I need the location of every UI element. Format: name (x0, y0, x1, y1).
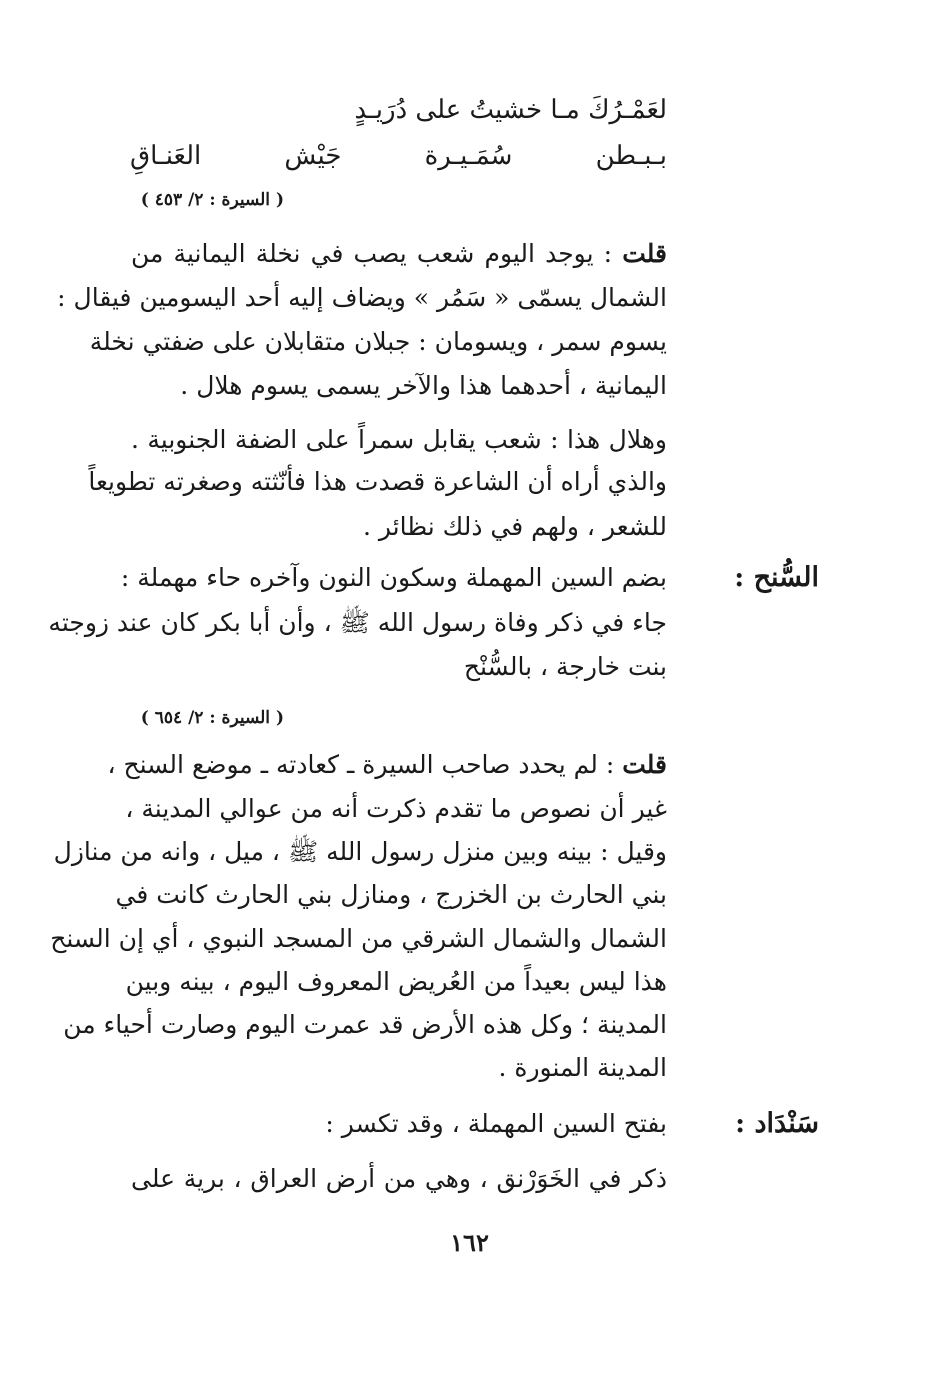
para1-line-2: الشمال يسمّى « سَمُر » ويضاف إليه أحد اليسومين فيقال : (57, 283, 667, 312)
sunh-line-3: بنت خارجة ، بالسُّنْح (463, 652, 667, 681)
qult-label: قلت (622, 750, 667, 779)
para3-line-1-text: : لم يحدد صاحب السيرة ـ كعادته ـ موضع السنح ، (107, 750, 615, 779)
para2-line-3: للشعر ، ولهم في ذلك نظائر . (362, 512, 667, 541)
poem-line-1: لعَمْـرُكَ مـا خشيتُ على دُرَيـدٍ (354, 95, 667, 125)
para1-line-1 (131, 232, 667, 276)
para1-line-3: يسوم سمر ، ويسومان : جبلان متقابلان على ضفتي نخلة (89, 327, 667, 356)
sunh-line-1: بضم السين المهملة وسكون النون وآخره حاء مهملة : (120, 563, 667, 592)
para3-line-1 (107, 743, 667, 787)
para2-line-2: والذي أراه أن الشاعرة قصدت هذا فأنّثته وصغرته تطويعاً (88, 467, 667, 496)
para3-line-8: المدينة المنورة . (498, 1053, 667, 1082)
sindad-line-1: بفتح السين المهملة ، وقد تكسر : (325, 1109, 667, 1138)
qult-label: قلت (622, 239, 667, 268)
poem-citation: ( السيرة : ٢/ ٤٥٣ ) (140, 190, 284, 210)
poem-line-2: بـبـطن سُمَـيـرة جَيْش العَنـاقِ (130, 141, 667, 171)
para3-line-5: الشمال والشمال الشرقي من المسجد النبوي ، أي إن السنح (50, 924, 667, 953)
page-number: ١٦٢ (450, 1228, 489, 1257)
entry-sindad-headword: سَنْدَاد : (735, 1108, 819, 1139)
sindad-line-2: ذكر في الخَوَرْنق ، وهي من أرض العراق ، برية على (131, 1164, 667, 1193)
para3-line-2: غير أن نصوص ما تقدم ذكرت أنه من عوالي المدينة ، (125, 794, 667, 823)
para2-line-1: وهلال هذا : شعب يقابل سمراً على الضفة الجنوبية . (131, 425, 667, 454)
para1-line-1-text: : يوجد اليوم شعب يصب في نخلة اليمانية من (131, 239, 613, 268)
entry-sunh-headword: السُّنح : (734, 562, 819, 593)
sunh-line-2: جاء في ذكر وفاة رسول الله ﷺ ، وأن أبا بكر كان عند زوجته (48, 608, 667, 637)
para3-line-3: وقيل : بينه وبين منزل رسول الله ﷺ ، ميل ، وانه من منازل (53, 837, 667, 866)
para3-line-6: هذا ليس بعيداً من العُريض المعروف اليوم ، بينه وبين (125, 967, 667, 996)
para3-line-4: بني الحارث بن الخزرج ، ومنازل بني الحارث كانت في (115, 880, 667, 909)
para1-line-4: اليمانية ، أحدهما هذا والآخر يسمى يسوم هلال . (180, 371, 667, 400)
para3-line-7: المدينة ؛ وكل هذه الأرض قد عمرت اليوم وصارت أحياء من (63, 1010, 667, 1039)
sunh-citation: ( السيرة : ٢/ ٦٥٤ ) (140, 708, 284, 728)
